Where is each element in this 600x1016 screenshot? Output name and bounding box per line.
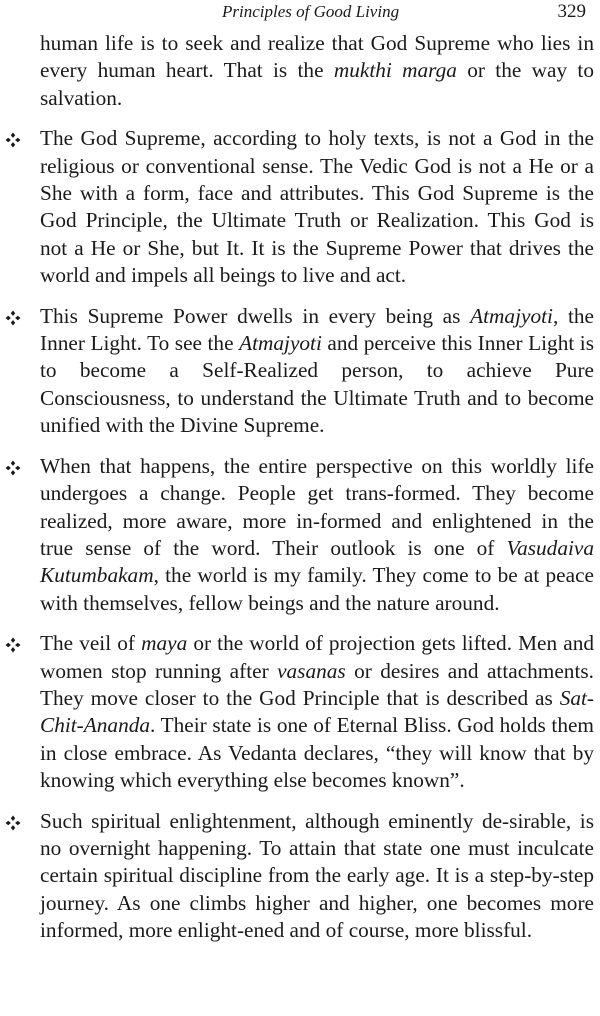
paragraph-text	[40, 630, 594, 794]
italic-term: mukthi marga	[333, 58, 457, 83]
text-run: and perceive this Inner Light is to become a Self-Realized person, to achieve Pure Consciousness, to understand the Ultimate Truth and to become unified with the Divine Supreme.	[40, 331, 595, 438]
italic-term: Vasudaiva Kutumbakam	[40, 535, 594, 588]
paragraph-text	[40, 453, 594, 617]
text-run: , the Inner Light. To see the	[40, 303, 594, 356]
text-run: The veil of	[40, 631, 142, 656]
text-run: or desires and attachments. They move closer to the God Principle that is described as	[40, 658, 594, 710]
italic-term: vasanas	[277, 658, 346, 683]
bullet-paragraph	[0, 808, 594, 945]
text-run: or the way to salvation.	[40, 58, 594, 110]
paragraph-text	[40, 125, 594, 289]
italic-term: maya	[141, 631, 188, 656]
text-run: or the world of projection gets lifted. Men and women stop running after	[40, 631, 595, 683]
page-number: 329	[557, 1, 586, 22]
text-run: When that happens, the entire perspective on this worldly life undergoes a change. People get trans-formed. They become realized, more aware, more in-formed and enlightened in the true sense of the word. Their outlook is one of	[40, 453, 594, 560]
text-run: human life is to seek and realize that God Supreme who lies in every human heart. That is the	[40, 31, 594, 83]
four-diamond-bullet-icon	[4, 636, 22, 654]
bullet-paragraph	[0, 630, 594, 794]
paragraph-text	[40, 303, 594, 440]
italic-term: Atmajyoti	[239, 331, 322, 356]
text-run: Such spiritual enlightenment, although eminently de-sirable, is no overnight happening. To attain that state one must inculcate certain spiritual discipline from the early age. It is a step-by-step journey. As one climbs higher and higher, one becomes more informed, more enlight-ened and of course, more blissful.	[40, 808, 594, 943]
text-run: The God Supreme, according to holy texts, is not a God in the religious or conventional sense. The Vedic God is not a He or a She with a form, face and attributes. This God Supreme is the God Principle, the Ultimate Truth or Realization. This God is not a He or She, but It. It is the Supreme Power that drives the world and impels all beings to live and act.	[40, 126, 594, 288]
bullet-paragraph	[0, 303, 594, 440]
text-run: . Their state is one of Eternal Bliss. God holds them in close embrace. As Vedanta declares, “they will know that by knowing which everything else becomes known”.	[40, 713, 594, 793]
text-run: , the world is my family. They come to be at peace with themselves, fellow beings and the nature around.	[40, 563, 594, 615]
page-body	[0, 30, 594, 958]
four-diamond-bullet-icon	[4, 309, 22, 327]
running-head	[0, 0, 600, 28]
four-diamond-bullet-icon	[4, 459, 22, 477]
bullet-paragraph	[0, 453, 594, 617]
text-run: This Supreme Power dwells in every being as	[40, 303, 471, 328]
italic-term: Sat-Chit-Ananda	[40, 685, 594, 738]
running-title: Principles of Good Living	[222, 2, 400, 21]
paragraph-text	[40, 808, 594, 945]
bullet-paragraph	[0, 125, 594, 289]
four-diamond-bullet-icon	[4, 814, 22, 832]
italic-term: Atmajyoti	[470, 303, 553, 328]
paragraph-text	[40, 30, 594, 112]
continued-paragraph	[0, 30, 594, 112]
four-diamond-bullet-icon	[4, 131, 22, 149]
